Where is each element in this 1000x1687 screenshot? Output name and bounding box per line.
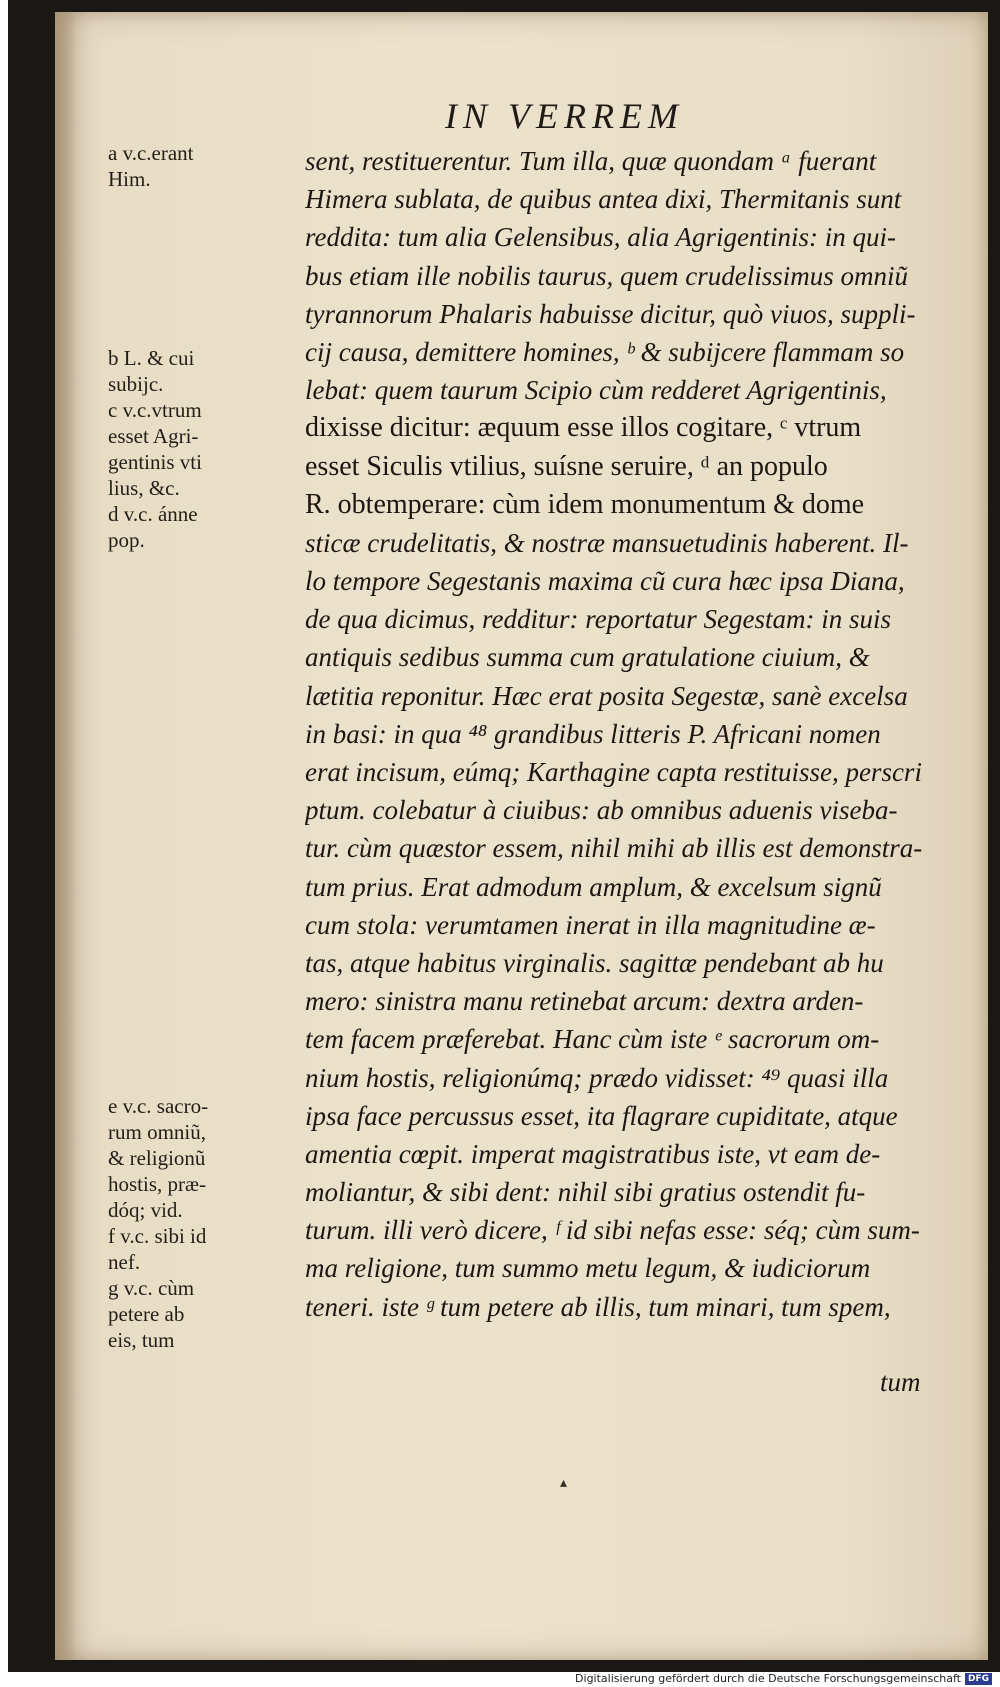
text-line: lebat: quem taurum Scipio cùm redderet Agrigentinis, — [305, 375, 887, 406]
text-line: sent, restituerentur. Tum illa, quæ quondam ᵃ fuerant — [305, 146, 877, 176]
text-line: tyrannorum Phalaris habuisse dicitur, quò viuos, suppli- — [305, 298, 916, 329]
text-line: sticæ crudelitatis, & nostræ mansuetudinis haberent. Il- — [305, 527, 909, 558]
text-line: tur. cùm quæstor essem, nihil mihi ab illis est demonstra- — [305, 833, 923, 864]
text-line: esset Siculis vtilius, suísne seruire, ᵈ an populo — [305, 450, 828, 482]
text-line: turum. illi verò dicere, ᶠ id sibi nefas esse: séq; cùm sum- — [305, 1215, 920, 1246]
text-line: amentia cœpit. imperat magistratibus iste, vt eam de- — [305, 1138, 881, 1169]
text-line: cij causa, demittere homines, ᵇ & subijcere flammam so — [305, 336, 905, 367]
running-head: IN VERREM — [445, 96, 684, 136]
text-line: R. obtemperare: cùm idem monumentum & dome — [305, 488, 865, 520]
marginal-note: e v.c. sacro- rum omniũ, & religionũ hostis, præ- dóq; vid. f v.c. sibi id nef. g v.c. cùm petere ab eis, tum — [108, 1094, 209, 1352]
catchword: tum — [880, 1367, 921, 1397]
footer-text: Digitalisierung gefördert durch die Deutsche Forschungsgemeinschaft — [575, 1672, 961, 1685]
text-line: lætitia reponitur. Hæc erat posita Segestæ, sanè excelsa — [305, 680, 908, 711]
text-line: in basi: in qua ⁴⁸ grandibus litteris P. Africani nomen — [305, 718, 881, 749]
text-line: erat incisum, eúmq; Karthagine capta restituisse, perscri — [305, 757, 922, 787]
text-line: ptum. colebatur à ciuibus: ab omnibus aduenis viseba- — [305, 795, 898, 826]
page-mark: ▴ — [560, 1476, 568, 1491]
text-line: de qua dicimus, redditur: reportatur Segestam: in suis — [305, 604, 891, 635]
text-line: lo tempore Segestanis maxima cũ cura hæc ipsa Diana, — [305, 566, 905, 597]
text-line: tem facem præferebat. Hanc cùm iste ᵉ sacrorum om- — [305, 1024, 880, 1055]
digitization-footer — [575, 1672, 992, 1685]
text-line: Himera sublata, de quibus antea dixi, Thermitanis sunt — [305, 184, 902, 215]
text-line: tas, atque habitus virginalis. sagittæ pendebant ab hu — [305, 947, 884, 978]
text-line: nium hostis, religionúmq; prædo vidisset: ⁴⁹ quasi illa — [305, 1062, 889, 1093]
text-line: mero: sinistra manu retinebat arcum: dextra arden- — [305, 986, 864, 1017]
main-text-block — [305, 142, 985, 1326]
text-line: cum stola: verumtamen inerat in illa magnitudine æ- — [305, 909, 876, 940]
text-line: reddita: tum alia Gelensibus, alia Agrigentinis: in qui- — [305, 222, 896, 253]
text-line: antiquis sedibus summa cum gratulatione ciuium, & — [305, 642, 870, 673]
text-line: dixisse dicitur: æquum esse illos cogitare, ᶜ vtrum — [305, 412, 862, 444]
text-line: teneri. iste ᵍ tum petere ab illis, tum minari, tum spem, — [305, 1291, 891, 1322]
text-line: tum prius. Erat admodum amplum, & excelsum signũ — [305, 871, 882, 902]
text-line: moliantur, & sibi dent: nihil sibi gratius ostendit fu- — [305, 1177, 866, 1208]
text-line: bus etiam ille nobilis taurus, quem crudelissimus omniũ — [305, 260, 908, 291]
marginal-note: b L. & cui subijc. c v.c.vtrum esset Agri- gentinis vti lius, &c. d v.c. ánne pop. — [108, 346, 202, 552]
dfg-logo: DFG — [965, 1673, 992, 1685]
marginal-note: a v.c.erant Him. — [108, 141, 194, 191]
text-line: ipsa face percussus esset, ita flagrare cupiditate, atque — [305, 1100, 898, 1131]
text-line: ma religione, tum summo metu legum, & iudiciorum — [305, 1253, 871, 1284]
